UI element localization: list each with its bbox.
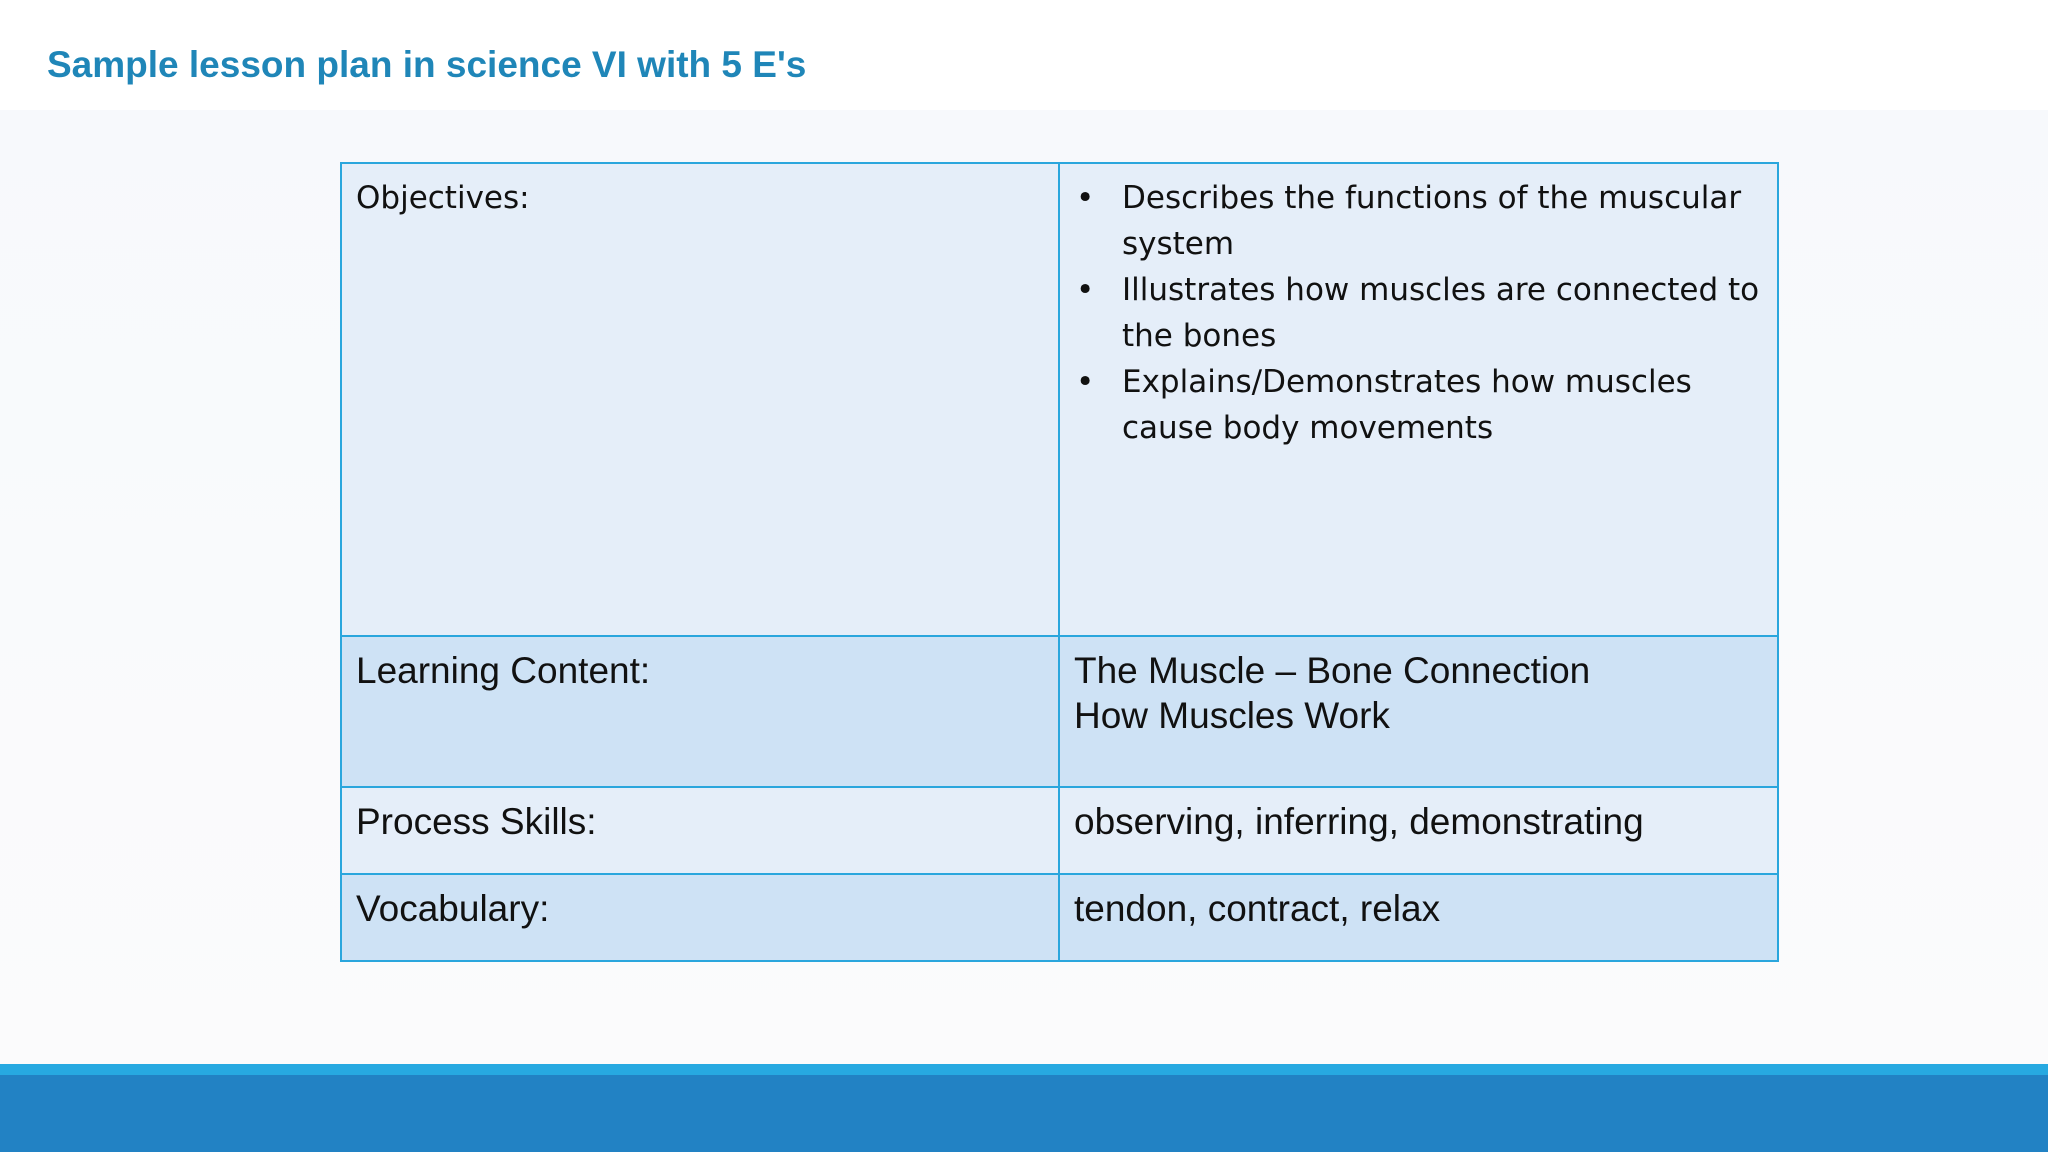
objective-text: Explains/Demonstrates how muscles cause body movements <box>1122 364 1692 446</box>
bullet-icon: • <box>1076 364 1095 400</box>
objectives-list <box>1074 175 1763 451</box>
table-row-objectives <box>341 163 1778 636</box>
objective-text: Describes the functions of the muscular system <box>1122 180 1742 262</box>
vocabulary-value-cell <box>1059 874 1778 961</box>
slide-title: Sample lesson plan in science VI with 5 E's <box>47 44 807 85</box>
process-skills-value-cell <box>1059 787 1778 874</box>
lesson-plan-table <box>340 162 1779 962</box>
vocabulary-label: Vocabulary: <box>356 888 550 929</box>
objective-item <box>1074 359 1763 451</box>
learning-content-line: How Muscles Work <box>1074 695 1390 736</box>
bullet-icon: • <box>1076 272 1095 308</box>
vocabulary-value: tendon, contract, relax <box>1074 888 1441 929</box>
learning-content-line: The Muscle – Bone Connection <box>1074 650 1591 691</box>
table-row-vocabulary <box>341 874 1778 961</box>
learning-content-label: Learning Content: <box>356 650 651 691</box>
footer-accent-strip <box>0 1064 2048 1075</box>
bullet-icon: • <box>1076 180 1095 216</box>
objective-text: Illustrates how muscles are connected to the bones <box>1122 272 1760 354</box>
learning-content-label-cell <box>341 636 1059 787</box>
process-skills-label: Process Skills: <box>356 801 597 842</box>
learning-content-value-cell <box>1059 636 1778 787</box>
process-skills-value: observing, inferring, demonstrating <box>1074 801 1644 842</box>
objectives-value-cell <box>1059 163 1778 636</box>
table-row-process-skills <box>341 787 1778 874</box>
objective-item <box>1074 175 1763 267</box>
objective-item <box>1074 267 1763 359</box>
table-row-learning-content <box>341 636 1778 787</box>
objectives-label-cell <box>341 163 1059 636</box>
process-skills-label-cell <box>341 787 1059 874</box>
vocabulary-label-cell <box>341 874 1059 961</box>
objectives-label: Objectives: <box>356 180 530 216</box>
footer-band <box>0 1075 2048 1152</box>
